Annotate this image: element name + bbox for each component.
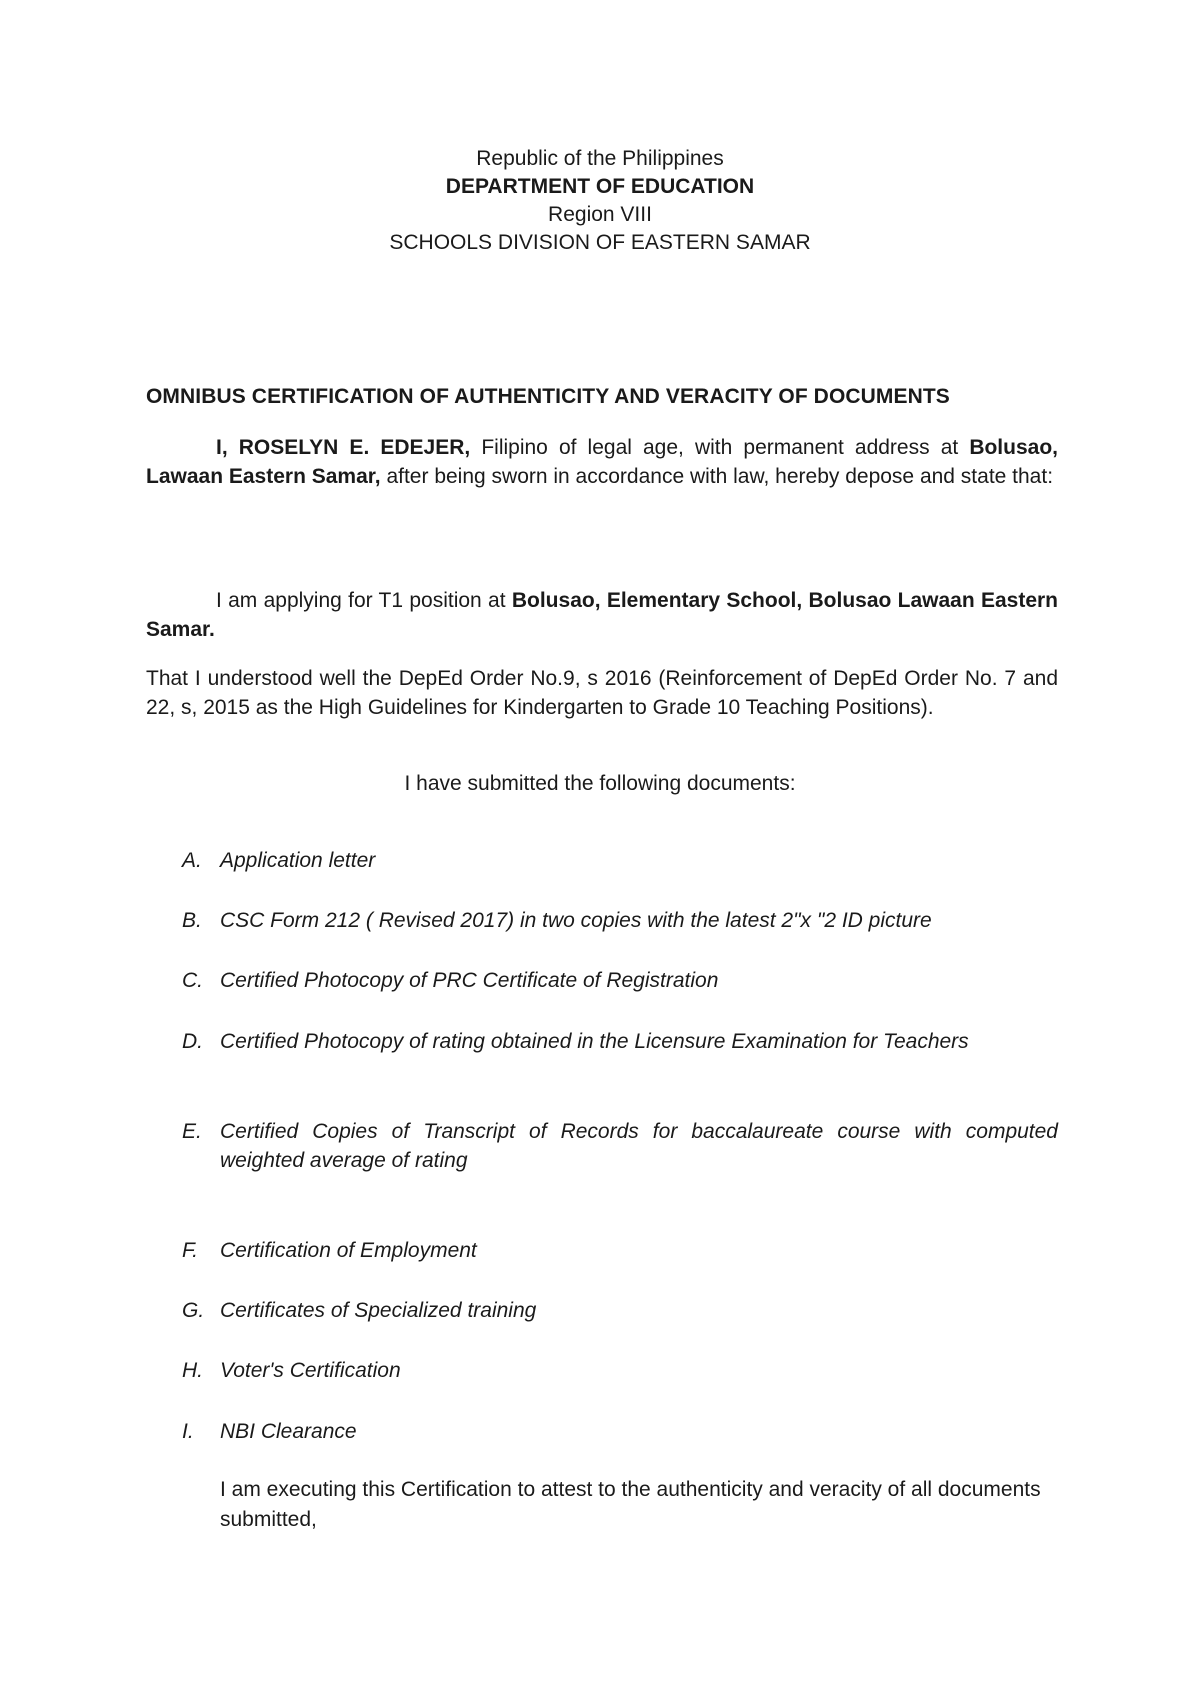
school-name: Bolusao, Elementary School, Bolusao Lawaan Eastern Samar. [146,589,1058,641]
list-letter: E. [182,1120,202,1143]
list-item [182,1027,1058,1056]
region-line: Region VIII [548,203,652,226]
division-line: SCHOOLS DIVISION OF EASTERN SAMAR [389,231,811,254]
affiant-name: I, ROSELYN E. EDEJER, [216,436,471,459]
list-text: Certificates of Specialized training [220,1299,537,1322]
list-text: Voter's Certification [220,1359,401,1382]
document-title: OMNIBUS CERTIFICATION OF AUTHENTICITY AND VERACITY OF DOCUMENTS [146,385,950,408]
list-text: Certified Copies of Transcript of Records for baccalaureate course with computed weighted average of rating [220,1120,1058,1172]
list-letter: D. [182,1030,203,1053]
list-item [182,1117,1058,1175]
intro-text-1: Filipino of legal age, with permanent address at [470,436,970,459]
applying-text: I am applying for T1 position at [216,589,512,612]
list-text: Certification of Employment [220,1239,477,1262]
list-letter: A. [182,849,202,872]
list-item [182,1356,1058,1385]
list-text: Certified Photocopy of rating obtained in the Licensure Examination for Teachers [220,1030,969,1053]
list-item [182,1236,1058,1265]
list-text: CSC Form 212 ( Revised 2017) in two copies with the latest 2"x "2 ID picture [220,909,932,932]
list-letter: C. [182,969,203,992]
list-item [182,966,1058,995]
intro-text-2: after being sworn in accordance with law, hereby depose and state that: [380,465,1054,488]
department-line: DEPARTMENT OF EDUCATION [445,175,755,198]
list-item [182,1417,1058,1446]
republic-line: Republic of the Philippines [476,147,724,170]
list-text: Application letter [220,849,376,872]
letterhead [0,145,1200,257]
list-item [182,846,1058,875]
list-letter: I. [182,1420,194,1443]
list-letter: F. [182,1239,198,1262]
applying-paragraph [146,586,1058,644]
list-text: Certified Photocopy of PRC Certificate of Registration [220,969,719,992]
list-letter: B. [182,909,202,932]
list-item [182,906,1058,935]
closing-paragraph: I am executing this Certification to attest to the authenticity and veracity of all documents submitted, [220,1478,1041,1531]
list-letter: G. [182,1299,205,1322]
intro-paragraph [146,433,1058,491]
submitted-intro: I have submitted the following documents: [404,772,796,795]
list-item [182,1296,1058,1325]
list-text: NBI Clearance [220,1420,357,1443]
understood-paragraph: That I understood well the DepEd Order No.9, s 2016 (Reinforcement of DepEd Order No. 7 and 22, s, 2015 as the High Guidelines for Kindergarten to Grade 10 Teaching Positions). [146,667,1058,719]
affiant-address: Bolusao, Lawaan Eastern Samar, [146,436,1058,488]
list-letter: H. [182,1359,203,1382]
